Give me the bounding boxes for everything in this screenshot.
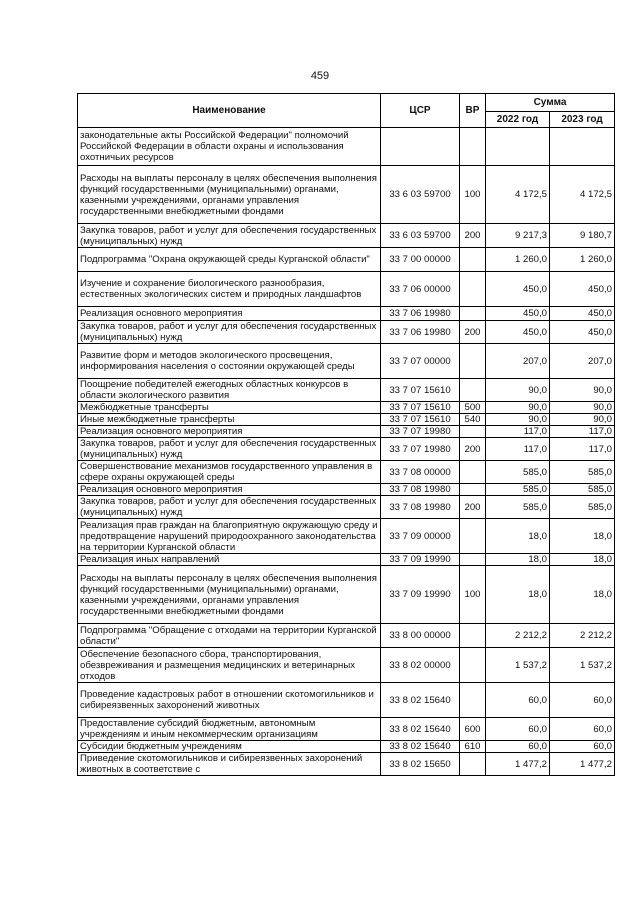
row-vr xyxy=(460,248,486,272)
row-csr: 33 7 09 19990 xyxy=(381,554,460,566)
row-name: Реализация основного мероприятия xyxy=(78,307,381,321)
row-sum-2022: 60,0 xyxy=(486,683,550,718)
row-vr xyxy=(460,128,486,166)
header-csr: ЦСР xyxy=(381,94,460,128)
page-number: 459 xyxy=(310,70,330,82)
row-sum-2023: 450,0 xyxy=(550,272,615,307)
row-sum-2022: 18,0 xyxy=(486,519,550,554)
row-name: Проведение кадастровых работ в отношении скотомогильников и сибиреязвенных захоронений животных xyxy=(78,683,381,718)
table-row xyxy=(78,321,615,344)
row-name: Обеспечение безопасного сбора, транспортирования, обезвреживания и размещения медицинских и ветеринарных отходов xyxy=(78,648,381,683)
row-sum-2022: 18,0 xyxy=(486,554,550,566)
row-csr: 33 7 06 19980 xyxy=(381,307,460,321)
row-sum-2022: 90,0 xyxy=(486,402,550,414)
row-name: Подпрограмма "Обращение с отходами на территории Курганской области" xyxy=(78,624,381,648)
row-name: Субсидии бюджетным учреждениям xyxy=(78,741,381,753)
row-vr xyxy=(460,624,486,648)
budget-table xyxy=(77,93,615,776)
row-vr: 100 xyxy=(460,166,486,224)
row-sum-2023: 450,0 xyxy=(550,307,615,321)
header-vr: ВР xyxy=(460,94,486,128)
row-sum-2023: 1 260,0 xyxy=(550,248,615,272)
row-csr: 33 7 07 15610 xyxy=(381,402,460,414)
row-vr xyxy=(460,344,486,379)
row-sum-2023: 450,0 xyxy=(550,321,615,344)
row-sum-2023 xyxy=(550,128,615,166)
row-vr: 540 xyxy=(460,414,486,426)
row-sum-2022: 585,0 xyxy=(486,461,550,484)
row-name: Совершенствование механизмов государственного управления в сфере охраны окружающей среды xyxy=(78,461,381,484)
row-csr: 33 7 07 00000 xyxy=(381,344,460,379)
table-row xyxy=(78,554,615,566)
row-vr xyxy=(460,753,486,776)
row-sum-2023: 585,0 xyxy=(550,461,615,484)
row-name: Реализация основного мероприятия xyxy=(78,426,381,438)
table-row xyxy=(78,379,615,402)
row-sum-2023: 60,0 xyxy=(550,718,615,741)
row-name: законодательные акты Российской Федерации" полномочий Российской Федерации в области охраны и использования охотничьих ресурсов xyxy=(78,128,381,166)
table-row xyxy=(78,402,615,414)
row-csr: 33 7 07 15610 xyxy=(381,379,460,402)
row-name: Межбюджетные трансферты xyxy=(78,402,381,414)
row-csr: 33 8 02 15650 xyxy=(381,753,460,776)
row-vr xyxy=(460,307,486,321)
row-csr: 33 7 07 15610 xyxy=(381,414,460,426)
row-name: Реализация основного мероприятия xyxy=(78,484,381,496)
row-sum-2022: 4 172,5 xyxy=(486,166,550,224)
row-name: Расходы на выплаты персоналу в целях обеспечения выполнения функций государственными (муниципальными) органами, казенными учреждениями, органами управления государственными внебюджетными фондами xyxy=(78,166,381,224)
header-name: Наименование xyxy=(78,94,381,128)
row-name: Закупка товаров, работ и услуг для обеспечения государственных (муниципальных) нужд xyxy=(78,496,381,519)
row-csr: 33 8 02 15640 xyxy=(381,683,460,718)
row-vr: 200 xyxy=(460,224,486,248)
row-csr: 33 8 02 15640 xyxy=(381,718,460,741)
row-csr xyxy=(381,128,460,166)
row-csr: 33 6 03 59700 xyxy=(381,166,460,224)
row-sum-2023: 1 537,2 xyxy=(550,648,615,683)
row-csr: 33 7 00 00000 xyxy=(381,248,460,272)
table-row xyxy=(78,272,615,307)
row-sum-2023: 117,0 xyxy=(550,438,615,461)
row-sum-2022: 90,0 xyxy=(486,414,550,426)
row-vr xyxy=(460,554,486,566)
row-vr: 200 xyxy=(460,438,486,461)
row-csr: 33 7 06 00000 xyxy=(381,272,460,307)
row-name: Иные межбюджетные трансферты xyxy=(78,414,381,426)
table-row xyxy=(78,624,615,648)
row-sum-2023: 585,0 xyxy=(550,496,615,519)
row-sum-2022: 9 217,3 xyxy=(486,224,550,248)
table-row xyxy=(78,307,615,321)
row-vr: 100 xyxy=(460,566,486,624)
row-sum-2023: 60,0 xyxy=(550,683,615,718)
row-vr: 200 xyxy=(460,321,486,344)
header-year-2022: 2022 год xyxy=(486,112,550,128)
row-vr xyxy=(460,461,486,484)
row-name: Закупка товаров, работ и услуг для обеспечения государственных (муниципальных) нужд xyxy=(78,438,381,461)
table-row xyxy=(78,461,615,484)
row-sum-2023: 60,0 xyxy=(550,741,615,753)
row-csr: 33 7 07 19980 xyxy=(381,426,460,438)
row-vr xyxy=(460,426,486,438)
row-vr xyxy=(460,648,486,683)
row-sum-2022: 450,0 xyxy=(486,307,550,321)
row-vr: 600 xyxy=(460,718,486,741)
header-sum: Сумма xyxy=(486,94,615,112)
row-csr: 33 8 02 00000 xyxy=(381,648,460,683)
table-row xyxy=(78,426,615,438)
row-sum-2022: 1 260,0 xyxy=(486,248,550,272)
row-csr: 33 7 08 00000 xyxy=(381,461,460,484)
row-sum-2023: 18,0 xyxy=(550,554,615,566)
row-sum-2023: 585,0 xyxy=(550,484,615,496)
table-row xyxy=(78,566,615,624)
table-row xyxy=(78,683,615,718)
row-csr: 33 7 09 00000 xyxy=(381,519,460,554)
row-sum-2022: 2 212,2 xyxy=(486,624,550,648)
row-name: Поощрение победителей ежегодных областных конкурсов в области экологического развития xyxy=(78,379,381,402)
table-row xyxy=(78,519,615,554)
row-sum-2023: 90,0 xyxy=(550,402,615,414)
row-csr: 33 7 06 19980 xyxy=(381,321,460,344)
row-sum-2023: 18,0 xyxy=(550,519,615,554)
row-vr: 500 xyxy=(460,402,486,414)
row-sum-2022: 90,0 xyxy=(486,379,550,402)
row-name: Предоставление субсидий бюджетным, автономным учреждениям и иным некоммерческим организациям xyxy=(78,718,381,741)
row-sum-2022: 60,0 xyxy=(486,718,550,741)
header-year-2023: 2023 год xyxy=(550,112,615,128)
row-name: Реализация иных направлений xyxy=(78,554,381,566)
row-sum-2023: 117,0 xyxy=(550,426,615,438)
row-csr: 33 7 08 19980 xyxy=(381,484,460,496)
table-row xyxy=(78,128,615,166)
table-row xyxy=(78,344,615,379)
row-sum-2022: 450,0 xyxy=(486,272,550,307)
table-row xyxy=(78,648,615,683)
row-sum-2022: 450,0 xyxy=(486,321,550,344)
table-row xyxy=(78,496,615,519)
table-row xyxy=(78,753,615,776)
row-sum-2022: 1 477,2 xyxy=(486,753,550,776)
row-csr: 33 7 08 19980 xyxy=(381,496,460,519)
table-row xyxy=(78,741,615,753)
table-row xyxy=(78,718,615,741)
table-row xyxy=(78,224,615,248)
row-name: Развитие форм и методов экологического просвещения, информирования населения о состоянии окружающей среды xyxy=(78,344,381,379)
row-sum-2022: 585,0 xyxy=(486,484,550,496)
row-vr: 200 xyxy=(460,496,486,519)
row-vr xyxy=(460,379,486,402)
row-sum-2023: 2 212,2 xyxy=(550,624,615,648)
row-vr: 610 xyxy=(460,741,486,753)
row-name: Расходы на выплаты персоналу в целях обеспечения выполнения функций государственными (муниципальными) органами, казенными учреждениями, органами управления государственными внебюджетными фондами xyxy=(78,566,381,624)
row-csr: 33 6 03 59700 xyxy=(381,224,460,248)
row-sum-2022: 117,0 xyxy=(486,426,550,438)
row-name: Закупка товаров, работ и услуг для обеспечения государственных (муниципальных) нужд xyxy=(78,321,381,344)
row-vr xyxy=(460,272,486,307)
row-sum-2022: 117,0 xyxy=(486,438,550,461)
row-name: Реализация прав граждан на благоприятную окружающую среду и предотвращение нарушений природоохранного законодательства на территории Курганской области xyxy=(78,519,381,554)
row-sum-2023: 18,0 xyxy=(550,566,615,624)
row-sum-2022 xyxy=(486,128,550,166)
row-name: Изучение и сохранение биологического разнообразия, естественных экологических систем и природных ландшафтов xyxy=(78,272,381,307)
row-sum-2023: 90,0 xyxy=(550,379,615,402)
row-sum-2023: 1 477,2 xyxy=(550,753,615,776)
row-name: Закупка товаров, работ и услуг для обеспечения государственных (муниципальных) нужд xyxy=(78,224,381,248)
row-sum-2023: 4 172,5 xyxy=(550,166,615,224)
table-row xyxy=(78,166,615,224)
row-name: Подпрограмма "Охрана окружающей среды Курганской области" xyxy=(78,248,381,272)
row-sum-2022: 1 537,2 xyxy=(486,648,550,683)
table-row xyxy=(78,484,615,496)
table-row xyxy=(78,248,615,272)
row-sum-2023: 9 180,7 xyxy=(550,224,615,248)
row-vr xyxy=(460,519,486,554)
row-sum-2022: 207,0 xyxy=(486,344,550,379)
row-csr: 33 8 00 00000 xyxy=(381,624,460,648)
table-row xyxy=(78,414,615,426)
row-csr: 33 7 09 19990 xyxy=(381,566,460,624)
row-name: Приведение скотомогильников и сибиреязвенных захоронений животных в соответствие с xyxy=(78,753,381,776)
row-sum-2022: 585,0 xyxy=(486,496,550,519)
row-csr: 33 8 02 15640 xyxy=(381,741,460,753)
row-csr: 33 7 07 19980 xyxy=(381,438,460,461)
row-sum-2023: 90,0 xyxy=(550,414,615,426)
row-vr xyxy=(460,484,486,496)
row-sum-2023: 207,0 xyxy=(550,344,615,379)
row-vr xyxy=(460,683,486,718)
table-row xyxy=(78,438,615,461)
row-sum-2022: 18,0 xyxy=(486,566,550,624)
row-sum-2022: 60,0 xyxy=(486,741,550,753)
